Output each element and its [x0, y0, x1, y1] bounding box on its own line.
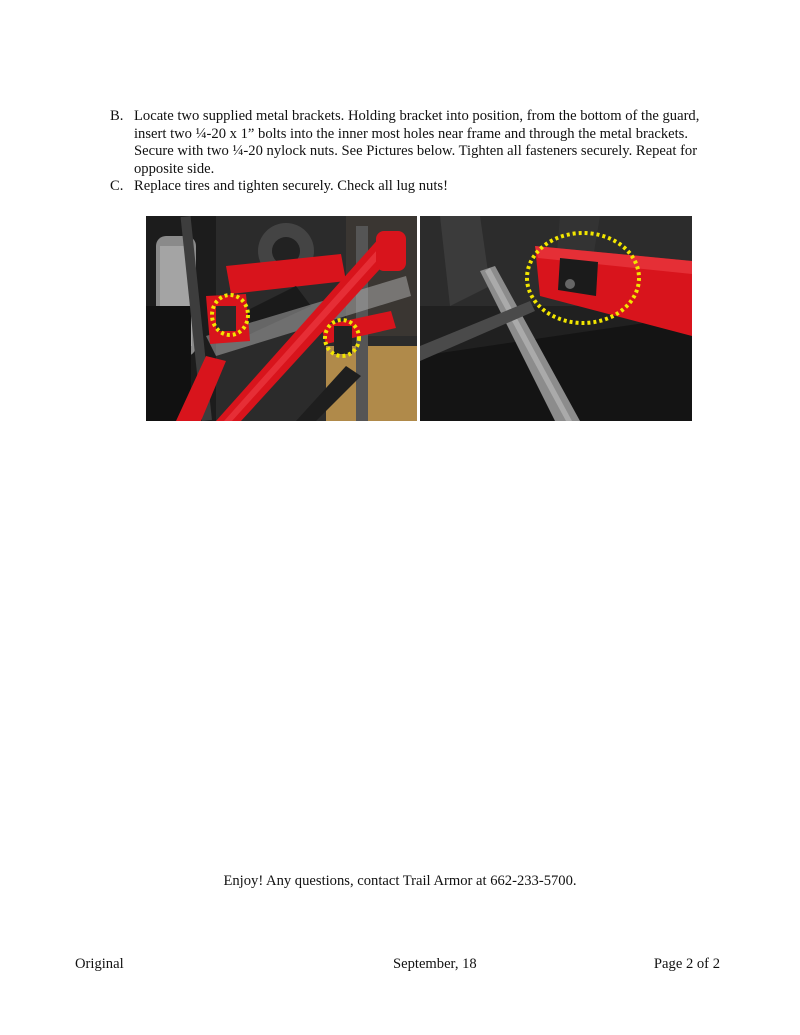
contact-line: Enjoy! Any questions, contact Trail Armor at 662-233-5700.	[223, 873, 577, 889]
step-text: Locate two supplied metal brackets. Holding bracket into position, from the bottom of the guard, insert two ¼-20 x 1” bolts into the inner most holes near frame and through the metal brackets. Secure with two ¼-20 nylock nuts. See Pictures below. Tighten all fasteners securely. Repeat for opposite side.	[134, 108, 700, 177]
step-letter: B.	[110, 108, 124, 124]
step-b	[110, 108, 720, 178]
highlight-markers	[420, 216, 692, 421]
highlight-markers	[146, 216, 417, 421]
footer-date: September, 18	[393, 956, 477, 972]
page-footer	[75, 956, 720, 976]
instruction-list	[110, 108, 720, 196]
bracket-photo-right	[420, 216, 692, 421]
bracket-photo-left	[146, 216, 417, 421]
step-c	[110, 178, 720, 196]
step-letter: C.	[110, 178, 124, 194]
footer-revision: Original	[75, 956, 124, 972]
footer-page-number: Page 2 of 2	[653, 956, 720, 972]
highlight-circle-1	[212, 295, 248, 335]
step-text: Replace tires and tighten securely. Check all lug nuts!	[134, 178, 448, 194]
highlight-circle-2	[325, 320, 359, 356]
highlight-circle-3	[527, 233, 639, 323]
